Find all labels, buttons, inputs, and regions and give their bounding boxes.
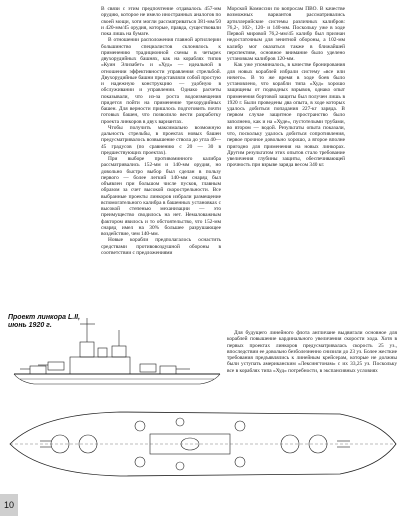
paragraph: При выборе противоминного калибра рассматривались 152-мм и 140-мм орудия, но довольно быстро выбор был сделан в пользу первого — более легкий 140-мм снаряд был объявлен при большом числе пусков, главным образом за счет высокой скорострельности. Все выбранные проекты линкоров избрали размещение вспомогательного калибра в башенных установках с высокой степенью механизации — это преимущество сводилось на нет. Немаловажным фактором явилось и то обстоятельство, что 152-мм снаряд имел на 30% большее разрушающее воздействие, чем 140-мм. (101, 156, 221, 237)
paragraph: Для будущего линейного флота англичане выдвигали основное для кораблей повышение кардинального увеличения скорости хода. Хотя в первых проектах линкоров предусматривалась скорость 25 уз., впоследствии ее довольно безболезненно снизили до 23 уз. Более жесткие требования предъявлялись к линейным крейсерам, которые не должны были уступать американским «Лексингтонам» с их 33,25 уз. Поскольку все в кораблях типа «Худ» потребности, в экспансивных условиях (227, 330, 397, 374)
text-column-right (227, 6, 345, 324)
paragraph: Как уже упоминалось, в качестве бронирования для новых кораблей избрали систему «все или ничего». В то же время в ходе боев было установлено, что корабли типа «Худ» хорошо защищены от подводных взрывов, однако опыт применения бортовой защиты был получен лишь в 1920 г. Были проведены два опыта, в ходе которых удалось добиться попадания 227-кг заряда. В первом случае защитное пространство было заполнено, как и на «Худе», пустотелыми трубами, во втором — водой. Результаты опыта показали, что, поскольку удалось добиться сопротивления, первое прочное довольно хорошо, а второе вполне пригодно для применения на новых линкорах. Другим результатом этих опытов стало требование увеличения глубины защиты, обеспечивающей прочность при взрыве заряда весом 340 кг. (227, 62, 345, 169)
figure-caption: Проект линкора L.II, июнь 1920 г. (8, 314, 81, 329)
text-column-left (101, 6, 221, 324)
paragraph: Новые корабли предполагалось оснастить средствами противовоздушной обороны в соответствии с предложениями (101, 237, 221, 256)
text-column-bottom-right (227, 330, 397, 520)
page-number: 10 (0, 494, 18, 516)
paragraph: В связи с этим предпочтение отдавалось 457-мм орудию, которое не имело иностранных аналогов по своей мощи, хотя могли рассматриваться 381-мм/50 и 420-мм/45 орудия, которые, правда, существовали пока лишь на бумаге. (101, 6, 221, 37)
paragraph: Морской Комиссии по вопросам ПВО. В качестве возможных вариантов рассматривались артиллерийские системы различных калибров: 76,2-, 102-, 120- и 140-мм. Поскольку уже в ходе Первой мировой 76,2-мм/45 калибр был признан недостаточным для зенитной обороны, а 102-мм калибр мог оказаться также в ближайшей перспективе, основное внимание было уделено установкам калибров 120-мм. (227, 6, 345, 62)
paragraph: В отношении расположения главной артиллерии большинство специалистов склонялось к применению традиционной схемы в четырех двухорудийных башнях, как на кораблях типов «Куин Элизабет» и «Худ» — идеальной в отношении эффективности управления стрельбой. Двухорудийные башни представляли собой простую и надежную конструкцию — удобную в обслуживании и управлении. Однако расчеты показывали, что из-за роста водоизмещения придется пойти на применение трехорудийных башен. Для верности пришлось подготовить почти готовых башен, что позволило вести разработку проекта линкоров в двух вариантах. (101, 37, 221, 125)
paragraph: Чтобы получить максимально возможную дальность стрельбы, в проектах новых башен предусматривалось возвышение ствола до угла 40—45 градусов (по сравнению с 20 — 30 в предшествующих проектах). (101, 124, 221, 156)
